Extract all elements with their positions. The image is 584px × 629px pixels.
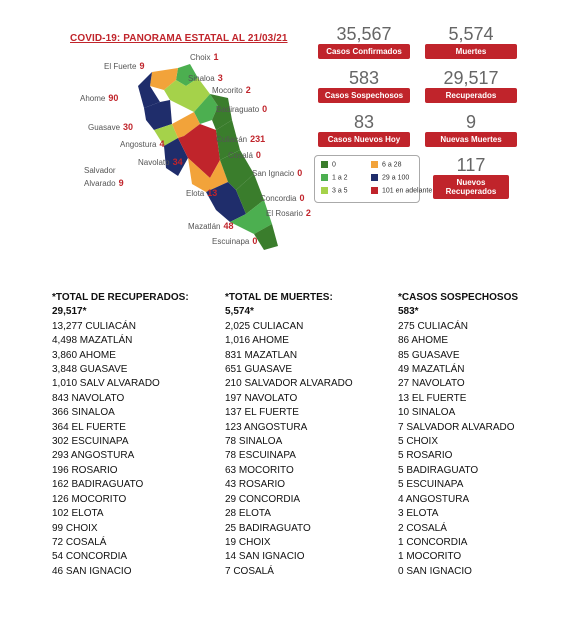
list-header: *TOTAL DE MUERTES:: [225, 292, 333, 303]
list-header: *CASOS SOSPECHOSOS: [398, 292, 519, 303]
list-item: 19 CHOIX: [225, 536, 271, 548]
list-item: 123 ANGOSTURA: [225, 421, 308, 433]
legend-swatch: [371, 187, 378, 194]
list-recuperados: [52, 291, 189, 579]
list-item: 210 SALVADOR ALVARADO: [225, 378, 353, 390]
legend-swatch: [371, 161, 378, 168]
stat-nuevas-muertes: [425, 112, 517, 147]
list-item: 162 BADIRAGUATO: [52, 479, 144, 491]
list-item: 5 ROSARIO: [398, 450, 453, 462]
list-item: 197 NAVOLATO: [225, 392, 298, 404]
list-header: *TOTAL DE RECUPERADOS:: [52, 292, 189, 303]
list-item: 5 CHOIX: [398, 436, 439, 448]
list-item: 1,010 SALV ALVARADO: [52, 378, 160, 390]
stat-label: Nuevos Recuperados: [433, 175, 509, 199]
map-legend: [314, 155, 433, 203]
stat-muertes: [425, 24, 517, 59]
map-label-mazatlan: Mazatlán 48: [188, 221, 234, 231]
map-label-ahome: Ahome 90: [80, 93, 119, 103]
list-item: 49 MAZATLÁN: [398, 364, 465, 376]
list-total: 5,574*: [225, 306, 254, 318]
list-muertes: [225, 291, 353, 579]
list-item: 28 ELOTA: [225, 508, 271, 520]
list-item: 99 CHOIX: [52, 522, 98, 534]
stat-value: 83: [353, 112, 375, 132]
list-item: 275 CULIACÁN: [398, 320, 469, 332]
map-label-alvarado: Alvarado 9: [84, 178, 124, 188]
map-label-culiacan: Culiacán 231: [216, 134, 266, 144]
legend-item: 6 a 28: [371, 161, 401, 168]
list-item: 4,498 MAZATLÁN: [52, 335, 133, 347]
list-item: 2 COSALÁ: [398, 522, 447, 534]
map-label-concordia: Concordia 0: [260, 193, 305, 203]
list-item: 0 SAN IGNACIO: [398, 565, 472, 577]
list-item: 126 MOCORITO: [52, 493, 127, 505]
list-item: 43 ROSARIO: [225, 479, 286, 491]
legend-swatch: [371, 174, 378, 181]
list-item: 366 SINALOA: [52, 407, 115, 419]
list-item: 7 SALVADOR ALVARADO: [398, 421, 515, 433]
legend-item: 29 a 100: [371, 174, 409, 181]
stat-value: 583: [348, 68, 380, 88]
stat-label: Casos Nuevos Hoy: [318, 132, 410, 147]
map-label-el-rosario: El Rosario 2: [266, 208, 311, 218]
list-item: 137 EL FUERTE: [225, 407, 299, 419]
stat-value: 5,574: [448, 24, 494, 44]
sinaloa-map: [60, 50, 320, 260]
list-item: 14 SAN IGNACIO: [225, 551, 305, 563]
legend-item: 1 a 2: [321, 174, 348, 181]
map-label-salvador: Salvador: [84, 166, 116, 175]
list-item: 46 SAN IGNACIO: [52, 565, 132, 577]
list-item: 1 CONCORDIA: [398, 536, 468, 548]
list-item: 85 GUASAVE: [398, 349, 460, 361]
list-item: 25 BADIRAGUATO: [225, 522, 311, 534]
stat-label: Casos Sospechosos: [318, 88, 410, 103]
list-item: 86 AHOME: [398, 335, 449, 347]
list-item: 63 MOCORITO: [225, 464, 294, 476]
list-item: 651 GUASAVE: [225, 364, 293, 376]
stat-label: Recuperados: [425, 88, 517, 103]
list-item: 831 MAZATLAN: [225, 349, 298, 361]
map-label-cosala: Cosalá 0: [228, 150, 261, 160]
map-label-mocorito: Mocorito 2: [212, 85, 251, 95]
map-label-el-fuerte: El Fuerte 9: [104, 61, 145, 71]
list-item: 1 MOCORITO: [398, 551, 462, 563]
list-item: 293 ANGOSTURA: [52, 450, 135, 462]
list-item: 196 ROSARIO: [52, 464, 118, 476]
stat-nuevos-recuperados: [433, 155, 509, 199]
list-item: 72 COSALÁ: [52, 536, 107, 548]
map-label-sinaloa: Sinaloa 3: [188, 73, 223, 83]
list-total: 583*: [398, 306, 419, 318]
map-label-angostura: Angostura 4: [120, 139, 165, 149]
map-label-san-ignacio: San Ignacio 0: [252, 168, 303, 178]
stat-nuevos-hoy: [318, 112, 410, 147]
list-item: 843 NAVOLATO: [52, 392, 125, 404]
list-item: 13,277 CULIACÁN: [52, 320, 136, 332]
list-item: 29 CONCORDIA: [225, 493, 301, 505]
list-item: 10 SINALOA: [398, 407, 456, 419]
map-label-choix: Choix 1: [190, 52, 219, 62]
list-item: 2,025 CULIACAN: [225, 320, 304, 332]
list-item: 4 ANGOSTURA: [398, 493, 470, 505]
list-item: 3 ELOTA: [398, 508, 439, 520]
list-item: 3,848 GUASAVE: [52, 364, 128, 376]
legend-swatch: [321, 187, 328, 194]
list-total: 29,517*: [52, 306, 87, 318]
legend-swatch: [321, 174, 328, 181]
list-item: 1,016 AHOME: [225, 335, 289, 347]
legend-swatch: [321, 161, 328, 168]
list-item: 78 SINALOA: [225, 436, 283, 448]
legend-item: 0: [321, 161, 336, 168]
stat-confirmados: [318, 24, 410, 59]
stat-value: 117: [456, 155, 486, 175]
map-label-guasave: Guasave 30: [88, 122, 134, 132]
list-item: 27 NAVOLATO: [398, 378, 465, 390]
stat-label: Nuevas Muertes: [425, 132, 517, 147]
list-item: 5 ESCUINAPA: [398, 479, 464, 491]
stat-recuperados: [425, 68, 517, 103]
list-item: 5 BADIRAGUATO: [398, 464, 479, 476]
map-label-escuinapa: Escuinapa 0: [212, 236, 258, 246]
map-label-elota: Elota 13: [186, 188, 218, 198]
map-label-badiraguato: Badiraguato 0: [216, 104, 268, 114]
page-title: COVID-19: PANORAMA ESTATAL AL 21/03/21: [70, 33, 288, 44]
map-label-navolato: Navolato 34: [138, 157, 183, 167]
list-item: 3,860 AHOME: [52, 349, 116, 361]
list-item: 302 ESCUINAPA: [52, 436, 129, 448]
stat-value: 29,517: [443, 68, 499, 88]
stat-value: 9: [465, 112, 476, 132]
stat-value: 35,567: [336, 24, 392, 44]
list-item: 78 ESCUINAPA: [225, 450, 296, 462]
list-item: 7 COSALÁ: [225, 565, 274, 577]
list-item: 102 ELOTA: [52, 508, 104, 520]
list-item: 13 EL FUERTE: [398, 392, 467, 404]
list-item: 364 EL FUERTE: [52, 421, 126, 433]
legend-item: 101 en adelante: [371, 187, 432, 194]
stat-label: Muertes: [425, 44, 517, 59]
list-item: 54 CONCORDIA: [52, 551, 128, 563]
list-sospechosos: [398, 291, 518, 579]
legend-item: 3 a 5: [321, 187, 348, 194]
stat-label: Casos Confirmados: [318, 44, 410, 59]
stat-sospechosos: [318, 68, 410, 103]
